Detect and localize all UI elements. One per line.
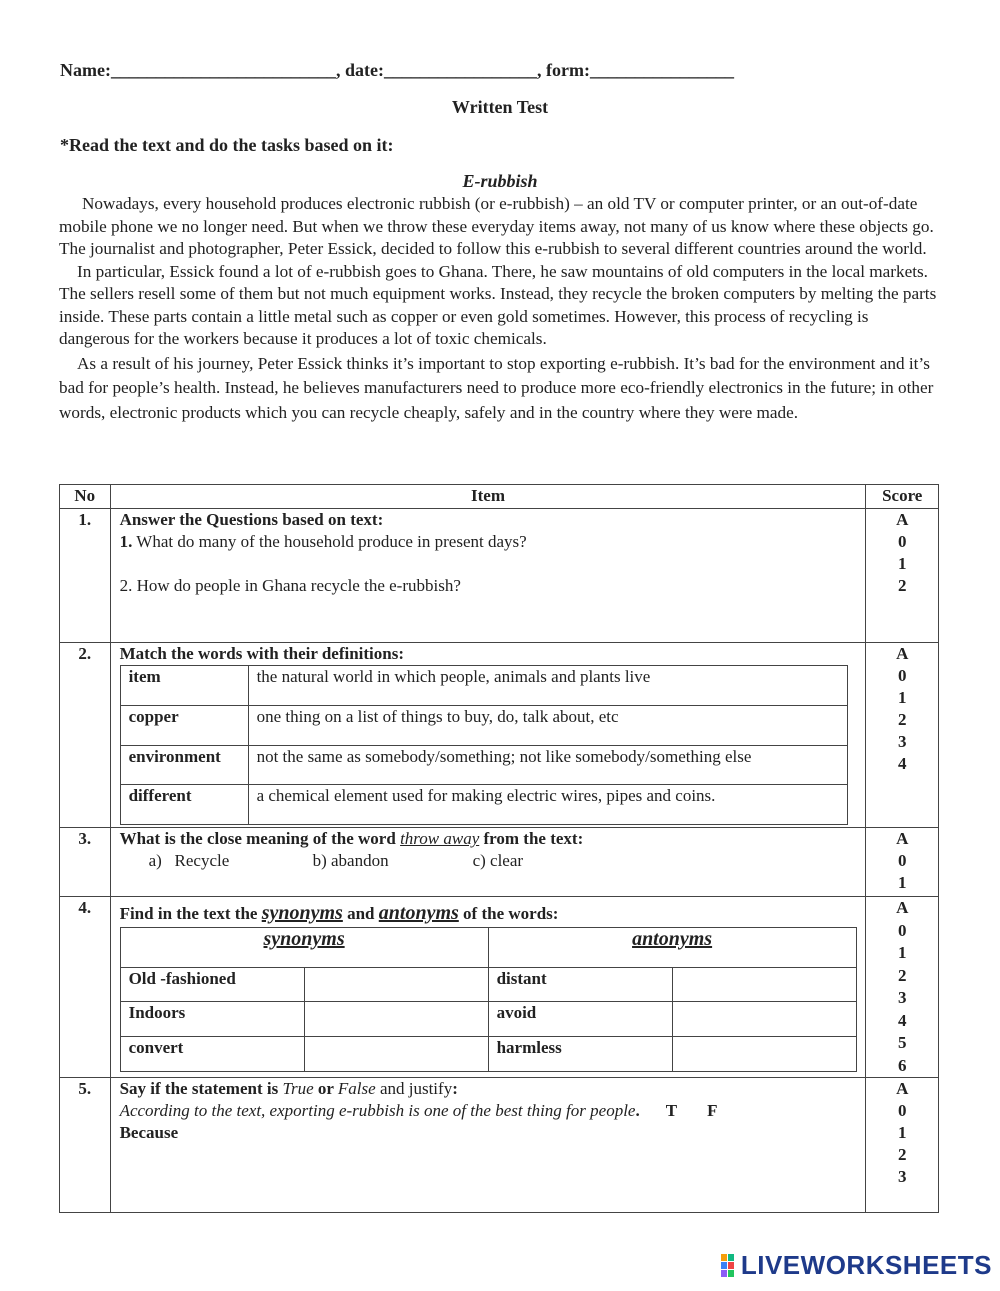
match-word[interactable]: copper [120,706,248,746]
task-number: 4. [60,897,111,1078]
score-cell: A 0 1 2 3 [866,1078,939,1213]
name-label: Name: [60,60,111,80]
match-definition[interactable]: not the same as somebody/something; not like somebody/something else [248,746,847,785]
logo-text: LIVEWORKSHEETS [740,1250,992,1280]
matching-row [120,785,847,825]
matching-row [120,706,847,746]
highlighted-phrase: throw away [400,829,480,848]
true-option[interactable]: T [665,1101,678,1120]
option-b[interactable]: b) abandon [312,851,389,870]
task-heading: Answer the Questions based on text: [119,510,384,529]
task-heading: Find in the text the synonyms and antonyms of the words: [119,902,559,924]
header-line [60,60,734,81]
text-title: E-rubbish [462,171,538,191]
match-word[interactable]: different [120,785,248,825]
header-no: No [60,485,111,509]
task-number: 1. [60,509,111,643]
because-label: Because [119,1123,179,1142]
score-cell: A 0 1 2 3 4 5 6 [866,897,939,1078]
option-c[interactable]: c) clear [472,851,524,870]
answer-cell[interactable] [304,1037,488,1072]
form-label: , form: [536,60,590,80]
date-label: , date: [335,60,384,80]
page-title: Written Test [451,97,549,117]
table-row: convert harmless [120,1037,856,1072]
match-definition[interactable]: the natural world in which people, animals and plants live [248,666,847,706]
match-word[interactable]: environment [120,746,248,785]
task-number: 5. [60,1078,111,1213]
matching-table [120,665,848,825]
answer-space[interactable] [120,553,866,575]
match-word[interactable]: item [120,666,248,706]
paragraph-1: Nowadays, every household produces electronic rubbish (or e-rubbish) – an old TV or computer printer, or an out-of-date mobile phone we no longer need. But when we throw these everyday items away, not many of us know where these objects go. The journalist and photographer, Peter Essick, decided to follow this e-rubbish to several different countries around the world. [59,194,934,258]
answer-cell[interactable] [304,1002,488,1037]
question-2: 2. How do people in Ghana recycle the e-rubbish? [119,576,461,595]
liveworksheets-logo [721,1250,992,1281]
match-definition[interactable]: one thing on a list of things to buy, do, talk about, etc [248,706,847,746]
task-heading: Say if the statement is True or False and justify: [119,1079,458,1098]
option-a[interactable]: a) Recycle [148,851,230,870]
task-heading: What is the close meaning of the word throw away from the text: [119,829,584,848]
score-cell: A 0 1 2 [866,509,939,643]
task-content [110,509,866,643]
task-content [110,643,866,828]
date-blank[interactable]: _________________ [383,60,537,80]
form-blank[interactable]: ________________ [589,60,734,80]
task-row-3 [60,828,939,897]
reading-text [59,193,939,425]
task-row-5 [60,1078,939,1213]
task-content [110,897,866,1078]
options [120,850,866,872]
task-row-2 [60,643,939,828]
table-row: Old -fashioned distant [120,968,856,1002]
synonyms-header: synonyms [120,928,488,968]
antonyms-header: antonyms [488,928,856,968]
match-definition[interactable]: a chemical element used for making electric wires, pipes and coins. [248,785,847,825]
matching-row [120,666,847,706]
score-cell: A 0 1 [866,828,939,897]
task-content [110,1078,866,1213]
statement: According to the text, exporting e-rubbish is one of the best thing for people. T F [119,1101,718,1120]
task-row-4 [60,897,939,1078]
header-score: Score [866,485,939,509]
answer-cell[interactable] [672,1037,856,1072]
table-head-row [120,928,856,968]
task-heading: Match the words with their definitions: [119,644,405,663]
answer-cell[interactable] [672,1002,856,1037]
false-option[interactable]: F [707,1101,718,1120]
table-row: Indoors avoid [120,1002,856,1037]
task-table [59,484,939,1213]
header-item: Item [110,485,866,509]
score-cell: A 0 1 2 3 4 [866,643,939,828]
logo-icon [721,1254,741,1278]
table-header-row [60,485,939,509]
task-number: 2. [60,643,111,828]
paragraph-3: As a result of his journey, Peter Essick thinks it’s important to stop exporting e-rubbish. It’s bad for the environment and it’s bad for people’s health. Instead, he believes manufacturers need to produce more eco-friendly electronics in the future; in other words, electronic products which you can recycle cheaply, safely and in the country where they were made. [59,353,934,422]
paragraph-2: In particular, Essick found a lot of e-rubbish goes to Ghana. There, he saw mountains of old computers in the local markets. The sellers resell some of them but not much equipment works. Instead, they recycle the broken computers by melting the parts inside. These parts contain a little metal such as copper or even gold sometimes. However, this process of recycling is dangerous for the workers because it produces a lot of toxic chemicals. [59,261,937,348]
synonym-antonym-table [120,927,857,1072]
answer-cell[interactable] [672,968,856,1002]
task-content [110,828,866,897]
question-1: 1. What do many of the household produce in present days? [119,532,527,551]
answer-cell[interactable] [304,968,488,1002]
matching-row [120,746,847,785]
instruction: *Read the text and do the tasks based on it: [60,135,394,155]
name-blank[interactable]: _________________________ [110,60,336,80]
task-number: 3. [60,828,111,897]
task-row-1 [60,509,939,643]
